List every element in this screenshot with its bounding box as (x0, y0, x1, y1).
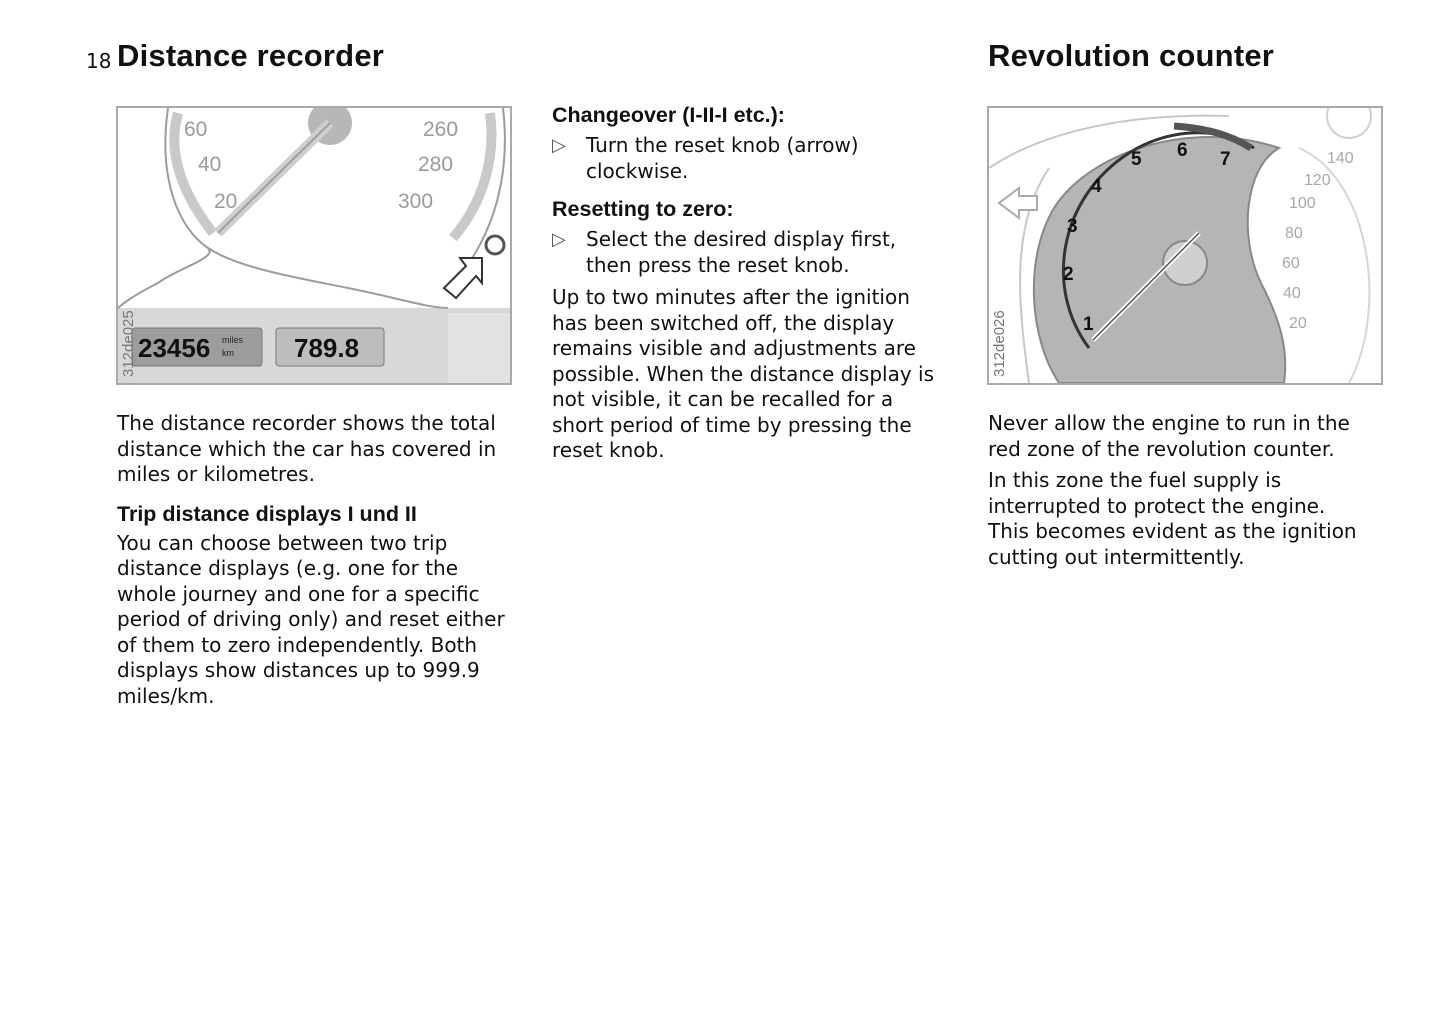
display-bar-right (448, 313, 510, 383)
rpm-label: 4 (1091, 176, 1102, 197)
rpm-label: 3 (1067, 216, 1078, 237)
figure-code: 312de025 (120, 310, 137, 377)
speed-label: 120 (1304, 172, 1331, 189)
reset-knob (486, 236, 504, 254)
figure-code: 312de026 (991, 310, 1008, 377)
odometer-unit-miles: miles (222, 335, 244, 345)
right-column (988, 411, 1368, 570)
distance-recorder-figure (116, 106, 512, 385)
rpm-label: 6 (1177, 140, 1188, 161)
speed-label: 60 (184, 118, 208, 141)
trip-heading: Trip distance displays I und II (117, 501, 417, 526)
changeover-heading: Changeover (I-II-I etc.): (552, 103, 785, 127)
needle-line (218, 123, 330, 233)
speedometer-illustration (118, 108, 510, 383)
odometer-value: 23456 (138, 333, 211, 363)
speed-label: 20 (214, 190, 238, 213)
middle-column (552, 101, 944, 464)
reset-step (552, 227, 944, 278)
page-number: 18 (86, 49, 112, 73)
left-arrow-icon (999, 188, 1037, 218)
revolution-counter-figure (987, 106, 1383, 385)
rpm-label: 1 (1083, 314, 1094, 335)
reset-heading: Resetting to zero: (552, 197, 734, 221)
rpm-label: 5 (1131, 149, 1142, 170)
tachometer-illustration (989, 108, 1381, 383)
speed-label: 60 (1282, 255, 1300, 272)
reset-paragraph: Up to two minutes after the ignition has been switched off, the display remains visible and adjustments are possible. When the distance display is not visible, it can be recalled for a short period of time by pressing the reset knob. (552, 285, 935, 462)
reset-step-text: Select the desired display first, then press the reset knob. (586, 227, 897, 277)
distance-recorder-title: Distance recorder (117, 38, 385, 73)
speed-label: 40 (198, 153, 222, 176)
explanation-paragraph: In this zone the fuel supply is interrupted to protect the engine. This becomes evident as the ignition cutting out intermittently. (988, 468, 1357, 569)
arrow-icon (444, 258, 482, 298)
trip-value: 789.8 (294, 333, 360, 363)
scale-arc-right (453, 113, 491, 238)
tachometer-dial (1034, 137, 1285, 383)
speed-label: 80 (1285, 225, 1303, 242)
speed-label: 40 (1283, 285, 1301, 302)
gauge-hub-right (1327, 108, 1371, 138)
rpm-label: 2 (1063, 264, 1074, 285)
warning-paragraph: Never allow the engine to run in the red zone of the revolution counter. (988, 411, 1350, 461)
speed-label: 100 (1289, 195, 1316, 212)
speed-label: 140 (1327, 150, 1354, 167)
speed-label: 20 (1289, 315, 1307, 332)
triangle-bullet-icon: ▷ (552, 229, 566, 250)
intro-paragraph: The distance recorder shows the total distance which the car has covered in miles or kilometres. (117, 411, 497, 486)
speed-label: 260 (423, 118, 459, 141)
rpm-label: 7 (1220, 149, 1231, 170)
odometer-unit-km: km (222, 348, 234, 358)
speed-label: 300 (398, 190, 434, 213)
left-column (117, 411, 512, 709)
revolution-counter-title: Revolution counter (988, 38, 1275, 73)
changeover-step (552, 133, 944, 184)
trip-paragraph: You can choose between two trip distance displays (e.g. one for the whole journey and one for a specific period of driving only) and reset either of them to zero independently. Both displays show distances up to 999.9 miles/km. (117, 530, 505, 708)
speed-label: 280 (418, 153, 454, 176)
changeover-text: Turn the reset knob (arrow) clockwise. (586, 133, 859, 183)
dial-edge-bottom (208, 248, 448, 308)
triangle-bullet-icon: ▷ (552, 135, 566, 156)
